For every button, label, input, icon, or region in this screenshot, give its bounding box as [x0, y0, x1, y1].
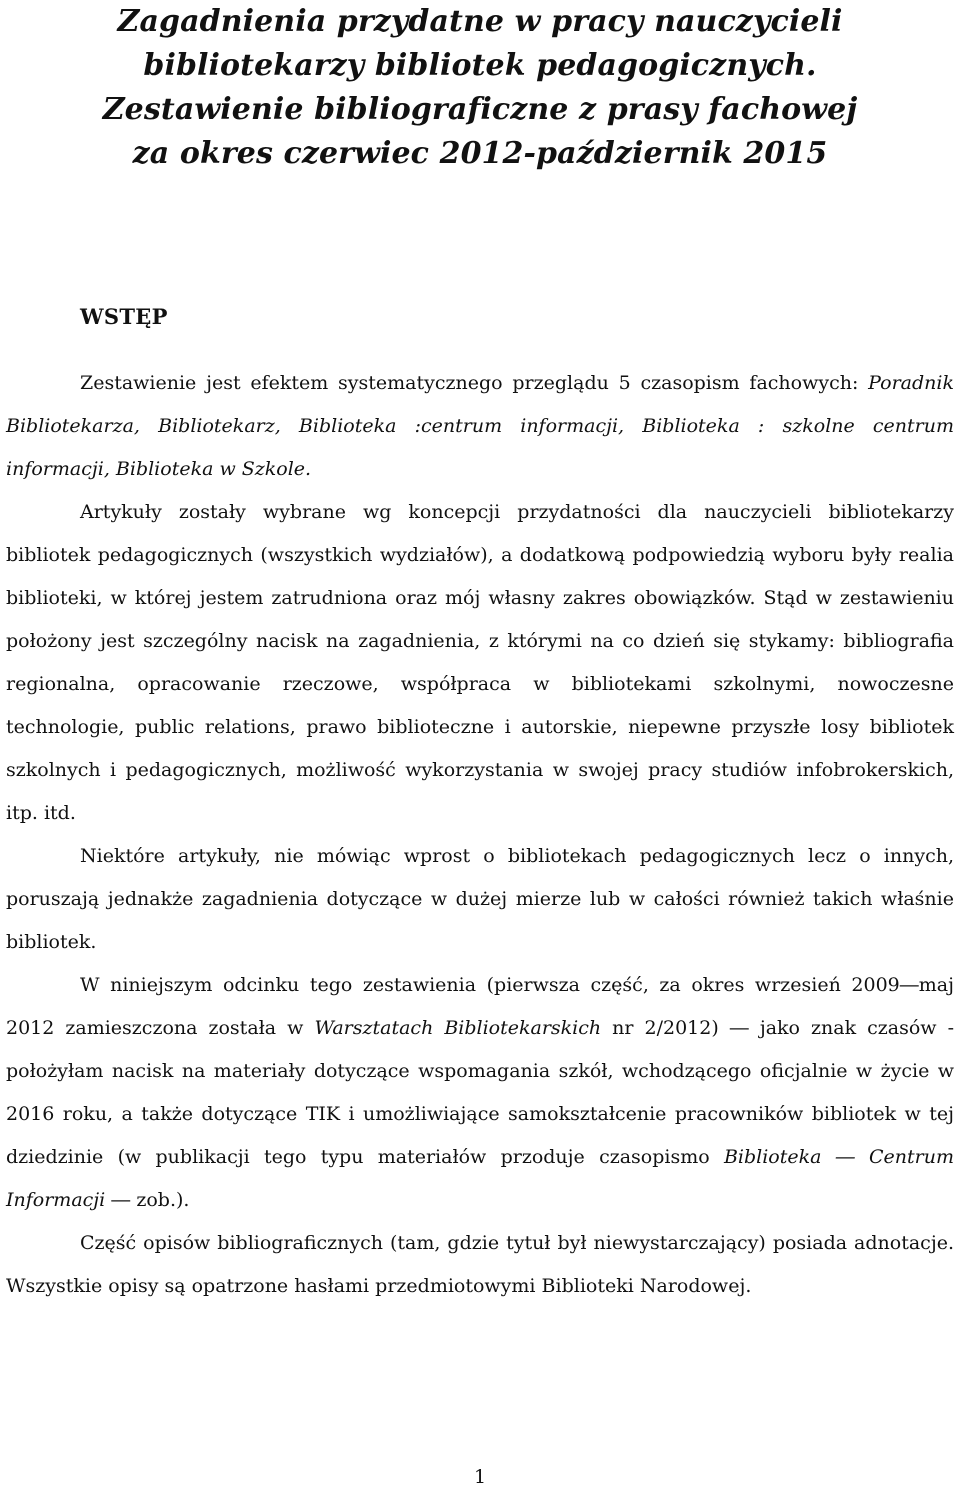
title-line-2: bibliotekarzy bibliotek pedagogicznych.	[143, 48, 817, 83]
body-text	[6, 362, 954, 1308]
paragraph-1	[6, 362, 954, 491]
paragraph-1-intro: Zestawienie jest efektem systematycznego przeglądu 5 czasopism fachowych:	[80, 372, 869, 394]
title-line-1: Zagadnienia przydatne w pracy nauczycieli	[117, 4, 843, 39]
paragraph-2: Artykuły zostały wybrane wg koncepcji przydatności dla nauczycieli bibliotekarzy bibliotek pedagogicznych (wszystkich wydziałów), a dodatkową podpowiedzią wyboru były realia biblioteki, w której jestem zatrudniona oraz mój własny zakres obowiązków. Stąd w zestawieniu położony jest szczególny nacisk na zagadnienia, z którymi na co dzień się stykamy: bibliografia regionalna, opracowanie rzeczowe, współpraca w bibliotekami szkolnymi, nowoczesne technologie, public relations, prawo biblioteczne i autorskie, niepewne przyszłe losy bibliotek szkolnych i pedagogicznych, możliwość wykorzystania w swojej pracy studiów infobrokerskich, itp. itd.	[6, 501, 954, 824]
journal-title-2: Biblioteka ― Centrum Informacji	[6, 1146, 954, 1211]
title-line-3: Zestawienie bibliograficzne z prasy fachowej	[102, 92, 858, 127]
journal-title-1: Warsztatach Bibliotekarskich	[314, 1017, 602, 1039]
page-number: 1	[473, 1466, 487, 1488]
journal-list: Poradnik Bibliotekarza, Bibliotekarz, Biblioteka :centrum informacji, Biblioteka : szkolne centrum informacji, Biblioteka w Szkole.	[6, 372, 954, 480]
document-title	[6, 0, 954, 176]
paragraph-5: Część opisów bibliograficznych (tam, gdzie tytuł był niewystarczający) posiada adnotacje. Wszystkie opisy są opatrzone hasłami przedmiotowymi Biblioteki Narodowej.	[6, 1232, 954, 1297]
paragraph-3: Niektóre artykuły, nie mówiąc wprost o bibliotekach pedagogicznych lecz o innych, poruszają jednakże zagadnienia dotyczące w dużej mierze lub w całości również takich właśnie bibliotek.	[6, 845, 954, 953]
section-heading: WSTĘP	[80, 304, 168, 329]
title-line-4: za okres czerwiec 2012-październik 2015	[132, 136, 828, 171]
paragraph-4-part-1: W niniejszym odcinku tego zestawienia (pierwsza część, za okres wrzesień 2009―maj 2012 zamieszczona została w	[6, 974, 954, 1039]
document-page	[6, 0, 954, 1297]
paragraph-4-part-2: nr 2/2012) ― jako znak czasów - położyłam nacisk na materiały dotyczące wspomagania szkół, wchodzącego oficjalnie w życie w 2016 roku, a także dotyczące TIK i umożliwiające samokształcenie pracowników bibliotek w tej dziedzinie (w publikacji tego typu materiałów przoduje czasopismo	[6, 1017, 954, 1168]
paragraph-4-part-3: ― zob.).	[105, 1189, 190, 1211]
paragraph-4	[6, 964, 954, 1222]
